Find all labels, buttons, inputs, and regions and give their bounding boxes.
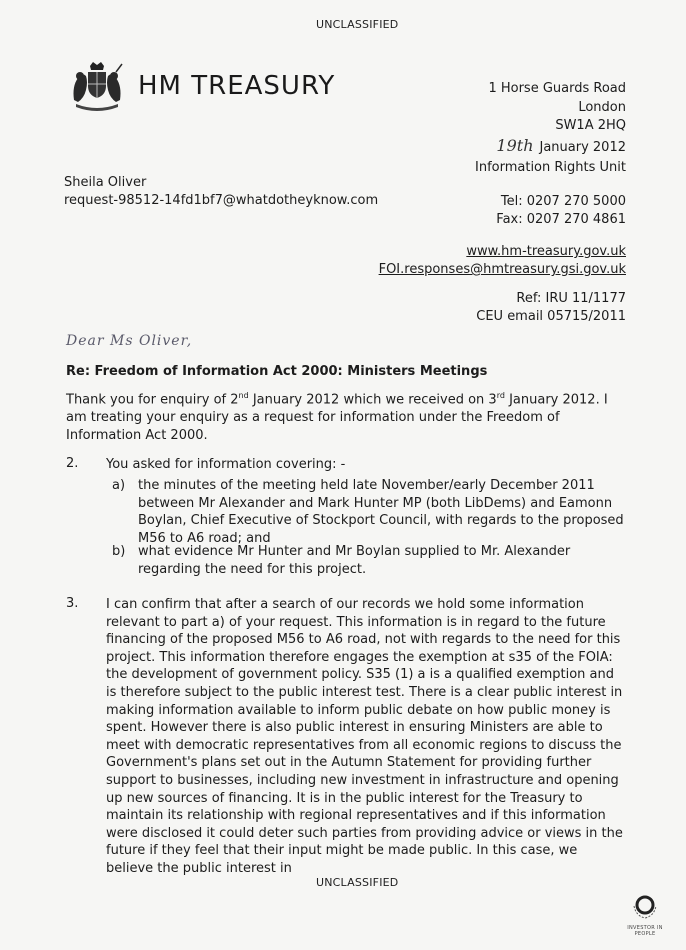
classification-header: UNCLASSIFIED xyxy=(316,18,399,31)
list-item-label: a) xyxy=(112,478,126,493)
recipient-name: Sheila Oliver xyxy=(64,175,147,190)
classification-footer: UNCLASSIFIED xyxy=(316,876,399,889)
recipient-email: request-98512-14fd1bf7@whatdotheyknow.com xyxy=(64,193,379,208)
contact-links xyxy=(379,243,626,279)
contact-numbers xyxy=(496,193,626,229)
paragraph-number: 2. xyxy=(66,456,79,471)
list-item-label: b) xyxy=(112,544,126,559)
recipient-block xyxy=(64,174,378,210)
handwritten-day: 19th xyxy=(496,136,534,155)
letterhead-brand xyxy=(66,60,335,112)
letter-subject: Re: Freedom of Information Act 2000: Ministers Meetings xyxy=(66,364,488,379)
investor-in-people-badge xyxy=(621,890,669,937)
brand-name: HM TREASURY xyxy=(138,71,336,101)
date-month-year: January 2012 xyxy=(539,140,626,155)
paragraph-2-intro: You asked for information covering: - xyxy=(106,457,346,472)
address-line: London xyxy=(578,99,626,115)
telephone: Tel: 0207 270 5000 xyxy=(500,194,626,209)
paragraph-number: 3. xyxy=(66,596,79,611)
foi-email-link[interactable]: FOI.responses@hmtreasury.gsi.gov.uk xyxy=(378,262,626,277)
list-item-text: what evidence Mr Hunter and Mr Boylan supplied to Mr. Alexander regarding the need for this project. xyxy=(138,544,571,577)
reference-block xyxy=(476,290,626,326)
list-item xyxy=(112,477,628,547)
para1-text: Thank you for enquiry of 2 xyxy=(66,392,239,408)
website-link[interactable]: www.hm-treasury.gov.uk xyxy=(466,244,626,259)
address-line: SW1A 2HQ xyxy=(555,118,626,133)
list-item-text: the minutes of the meeting held late November/early December 2011 between Mr Alexander and Mark Hunter MP (both LibDems) and Eamonn Boylan, Chief Executive of Stockport Council, with regards to the proposed M56 to A6 road; and xyxy=(138,478,624,546)
handwritten-salutation: Dear Ms Oliver, xyxy=(66,333,193,349)
para1-text: January 2012. I am treating your enquiry as a request for information under the Freedom of Information Act 2000. xyxy=(66,392,608,443)
badge-text: INVESTOR IN PEOPLE xyxy=(627,925,663,937)
address-line: 1 Horse Guards Road xyxy=(488,81,626,96)
ceu-reference: CEU email 05715/2011 xyxy=(476,309,626,324)
fax: Fax: 0207 270 4861 xyxy=(496,212,626,227)
sender-address xyxy=(488,80,626,136)
paragraph-3: I can confirm that after a search of our records we hold some information relevant to part a) of your request. This information is in regard to the future financing of the proposed M56 to A6 road, not with regards to the need for this project. This information therefore engages the exemption at s35 of the FOIA: the development of government policy. S35 (1) a is a qualified exemption and is therefore subject to the public interest test. There is a clear public interest in making information available to inform public debate on how public money is spent. However there is also public interest in ensuring Ministers are able to meet with democratic representatives from all economic regions to discuss the Government's plans set out in the Autumn Statement for providing further support to businesses, including new investment in infrastructure and opening up new sources of financing. It is in the public interest for the Treasury to maintain its relationship with regional representatives and if this information were disclosed it could deter such parties from providing advice or views in the future if they feel that their input might be made public. In this case, we believe the public interest in xyxy=(106,597,623,876)
investor-in-people-icon xyxy=(630,890,660,920)
paragraph-1 xyxy=(66,387,632,444)
unit-name: Information Rights Unit xyxy=(475,160,626,175)
reference-number: Ref: IRU 11/1177 xyxy=(516,291,626,306)
ordinal-suffix: rd xyxy=(496,391,505,400)
para1-text: January 2012 which we received on 3 xyxy=(248,392,497,408)
royal-crest-icon xyxy=(66,60,128,112)
list-item xyxy=(112,543,628,578)
ordinal-suffix: nd xyxy=(238,391,249,400)
letter-date xyxy=(496,136,626,155)
